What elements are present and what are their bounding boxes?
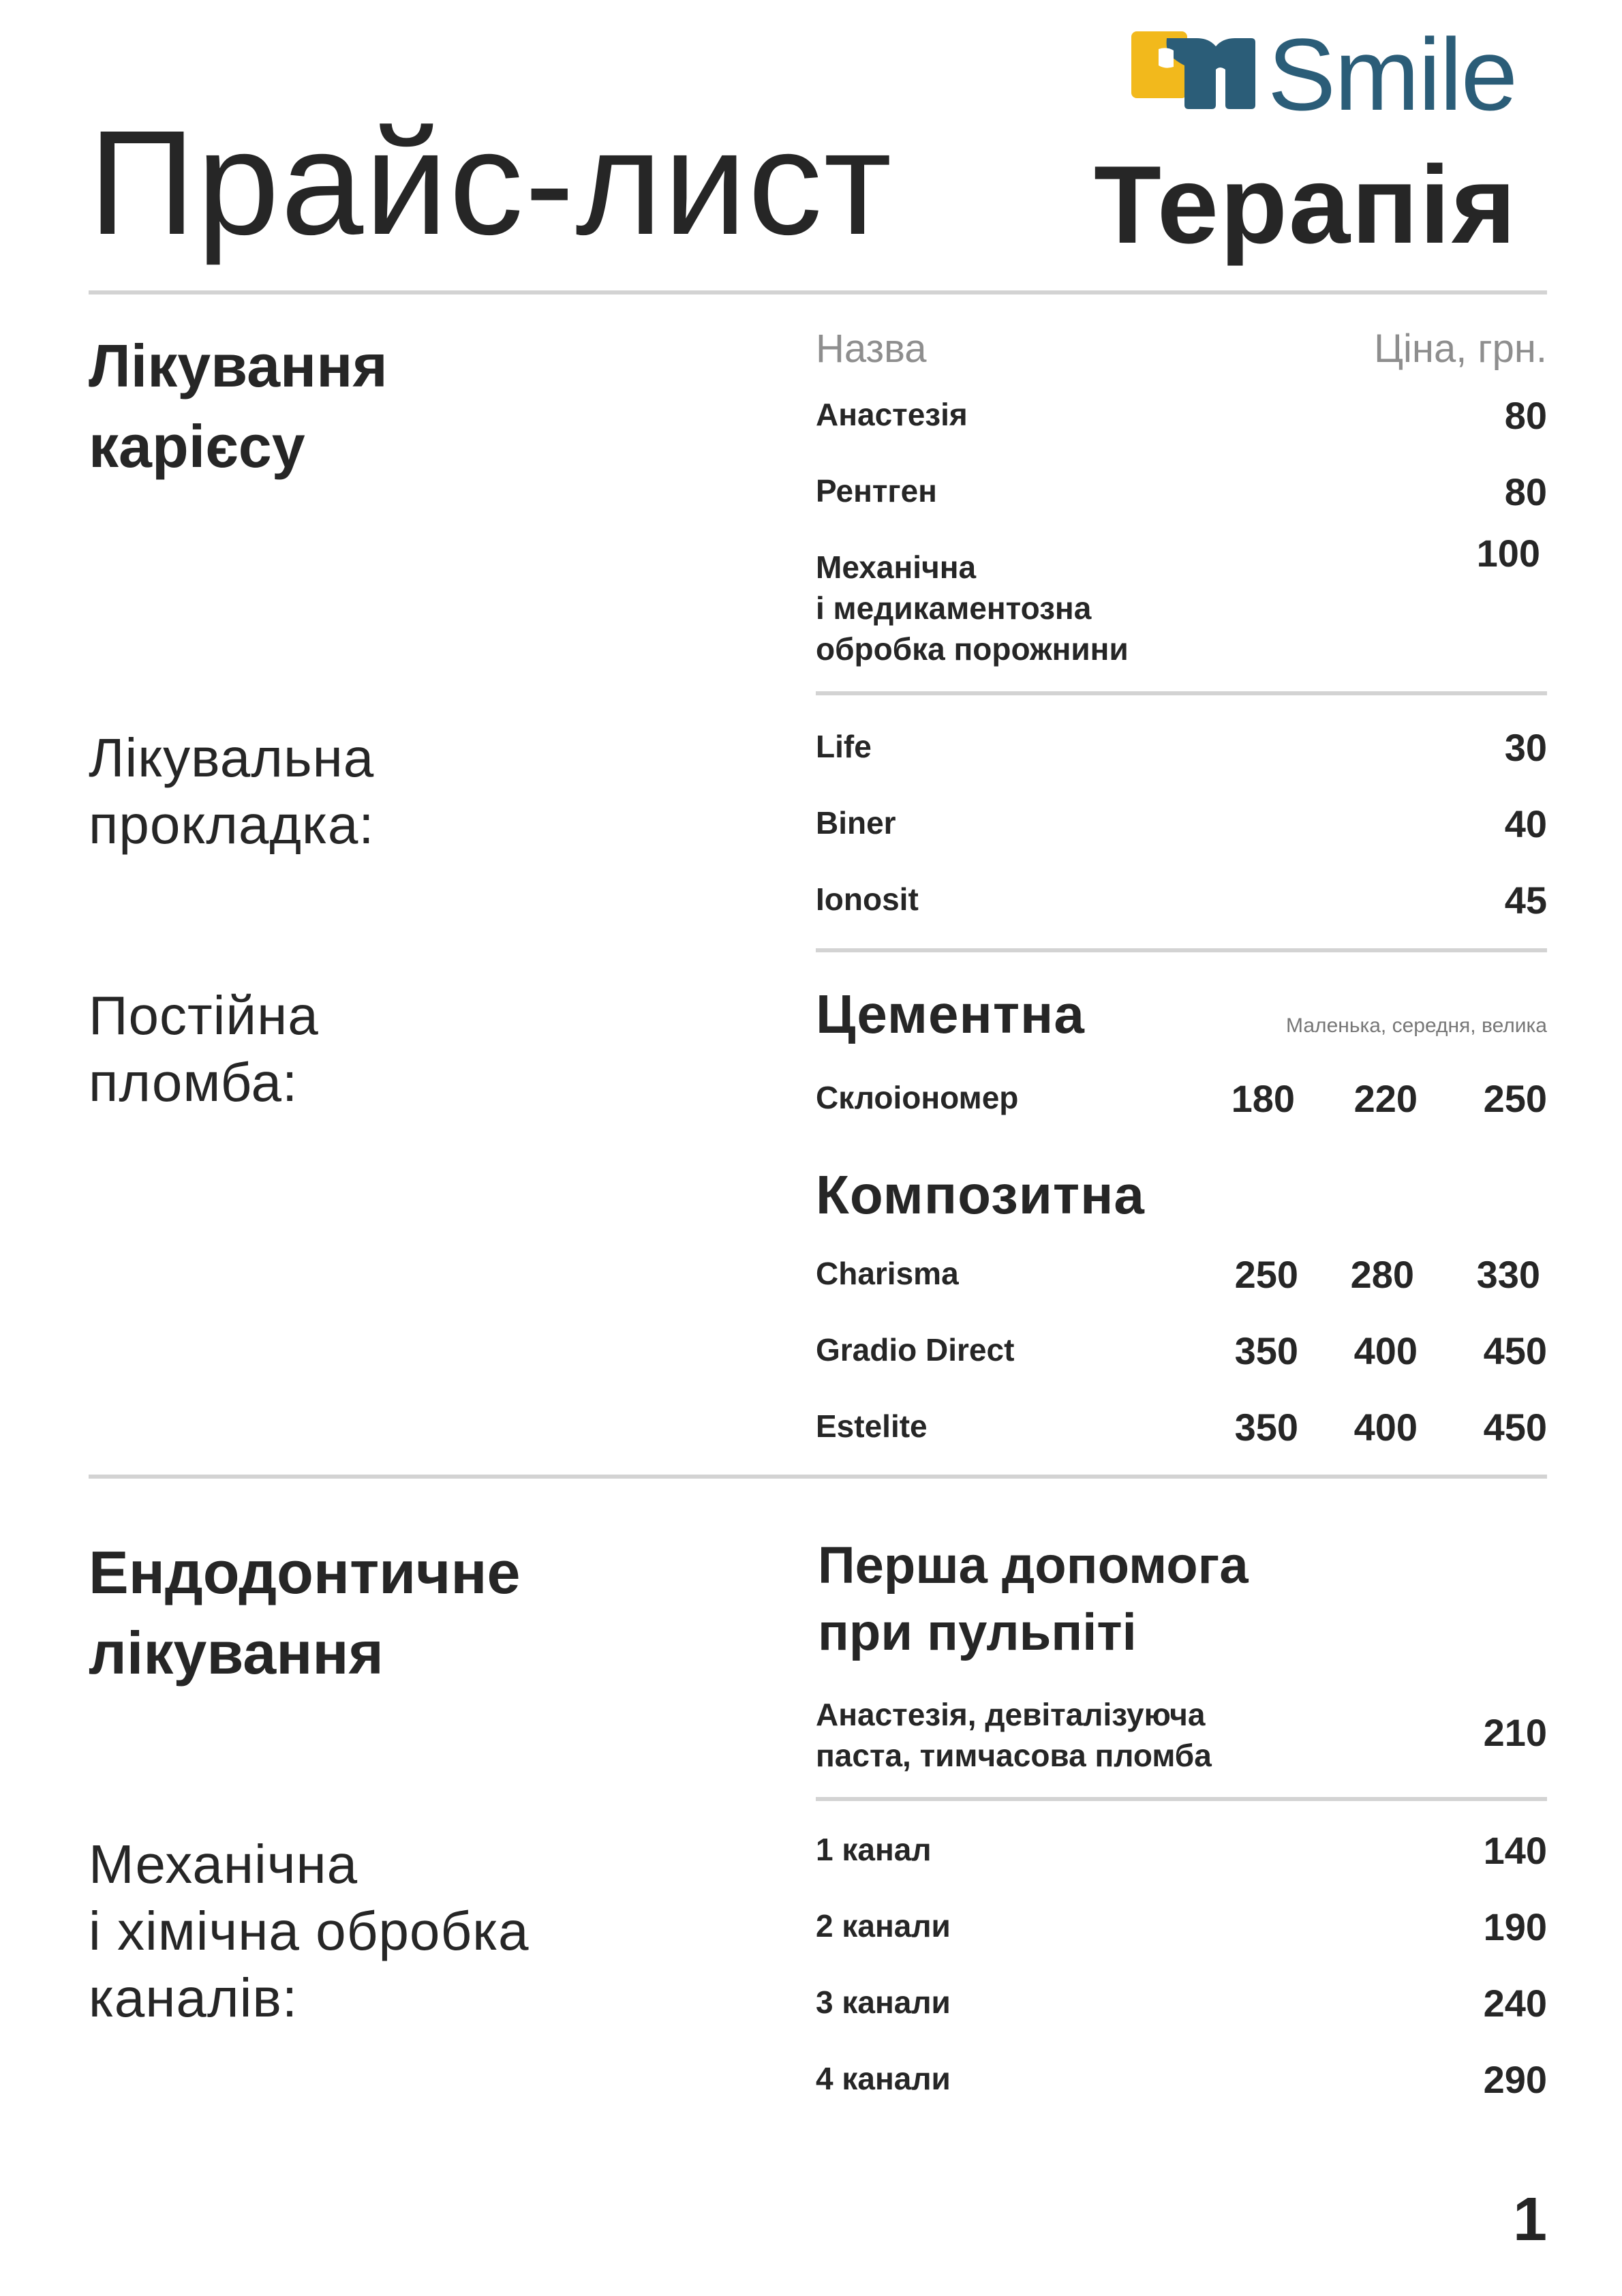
item-name: 2 канали — [816, 1908, 951, 1944]
subsection-heading-cement: Цементна — [816, 984, 1085, 1044]
item-price: 290 — [1483, 2058, 1547, 2101]
section-title-line: Лікувальна — [89, 727, 375, 788]
item-price-medium: 280 — [1350, 1253, 1414, 1296]
section-title-caries — [89, 326, 388, 487]
subsection-heading-composite: Композитна — [816, 1164, 1145, 1225]
item-price: 240 — [1483, 1982, 1547, 2025]
subsection-heading-first-aid — [818, 1532, 1249, 1666]
item-name: Life — [816, 729, 872, 764]
item-name: Склоіономер — [816, 1080, 1019, 1115]
section-title-line: Ендодонтичне — [89, 1539, 521, 1606]
item-price-small: 350 — [1234, 1329, 1298, 1372]
item-price: 80 — [1504, 394, 1547, 437]
section-title-line: Механічна — [89, 1834, 358, 1894]
item-name: Gradio Direct — [816, 1332, 1015, 1368]
item-name: Charisma — [816, 1256, 959, 1291]
section-title-liner — [89, 725, 375, 858]
section-title-line: і хімічна обробка — [89, 1901, 530, 1961]
divider — [816, 691, 1547, 695]
item-price-medium: 400 — [1353, 1406, 1418, 1449]
page-number: 1 — [1512, 2186, 1547, 2254]
section-title-endo — [89, 1532, 520, 1693]
section-title-line: карієсу — [89, 412, 305, 480]
tooth-logo-icon — [1131, 26, 1261, 115]
section-title-filling — [89, 982, 319, 1116]
item-price-small: 180 — [1231, 1077, 1295, 1120]
divider — [816, 1797, 1547, 1801]
section-title-line: прокладка: — [89, 794, 375, 855]
section-title-line: Постійна — [89, 985, 319, 1046]
item-price-large: 450 — [1483, 1406, 1547, 1449]
column-header-name: Назва — [816, 327, 927, 371]
item-name: 4 канали — [816, 2061, 951, 2096]
divider — [89, 1475, 1547, 1479]
item-price-medium: 220 — [1353, 1077, 1418, 1120]
section-title-line: каналів: — [89, 1967, 299, 2028]
page-subtitle: Терапія — [1094, 143, 1518, 267]
item-name-multiline — [816, 1694, 1212, 1776]
item-price-large: 250 — [1483, 1077, 1547, 1120]
item-price-small: 350 — [1234, 1406, 1298, 1449]
size-note: Маленька, середня, велика — [1286, 1014, 1547, 1037]
item-name: Estelite — [816, 1408, 928, 1444]
brand-logo — [1131, 17, 1547, 132]
item-name-line: Механічна — [816, 549, 977, 585]
section-title-line: лікування — [89, 1619, 384, 1687]
divider — [89, 290, 1547, 294]
subsection-heading-line: при пульпіті — [818, 1603, 1137, 1661]
item-price-large: 450 — [1483, 1329, 1547, 1372]
section-title-canals — [89, 1831, 530, 2031]
item-price: 140 — [1483, 1829, 1547, 1872]
item-price-small: 250 — [1234, 1253, 1298, 1296]
item-name-multiline — [816, 547, 1129, 669]
item-name-line: паста, тимчасова пломба — [816, 1738, 1212, 1773]
item-name-line: обробка порожнини — [816, 631, 1129, 667]
item-name-line: Анастезія, девіталізуюча — [816, 1697, 1206, 1732]
item-name: 1 канал — [816, 1832, 932, 1867]
section-title-line: Лікування — [89, 332, 388, 399]
item-name-line: і медикаментозна — [816, 590, 1092, 626]
divider — [816, 948, 1547, 952]
subsection-heading-line: Перша допомога — [818, 1537, 1249, 1595]
item-price: 80 — [1504, 470, 1547, 513]
section-title-line: пломба: — [89, 1052, 299, 1113]
item-price-medium: 400 — [1353, 1329, 1418, 1372]
item-name: 3 канали — [816, 1984, 951, 2020]
item-price-large: 330 — [1476, 1253, 1540, 1296]
item-price: 30 — [1504, 726, 1547, 769]
brand-name: Smile — [1268, 17, 1517, 132]
item-price: 210 — [1483, 1711, 1547, 1754]
page-title: Прайс-лист — [89, 100, 893, 266]
item-price: 190 — [1483, 1905, 1547, 1948]
item-name: Biner — [816, 805, 896, 841]
item-price: 45 — [1504, 879, 1547, 922]
item-price: 100 — [1476, 532, 1540, 575]
item-name: Анастезія — [816, 397, 968, 432]
item-price: 40 — [1504, 802, 1547, 845]
item-name: Рентген — [816, 473, 937, 509]
item-name: Ionosit — [816, 881, 919, 917]
column-header-price: Ціна, грн. — [1374, 327, 1547, 371]
